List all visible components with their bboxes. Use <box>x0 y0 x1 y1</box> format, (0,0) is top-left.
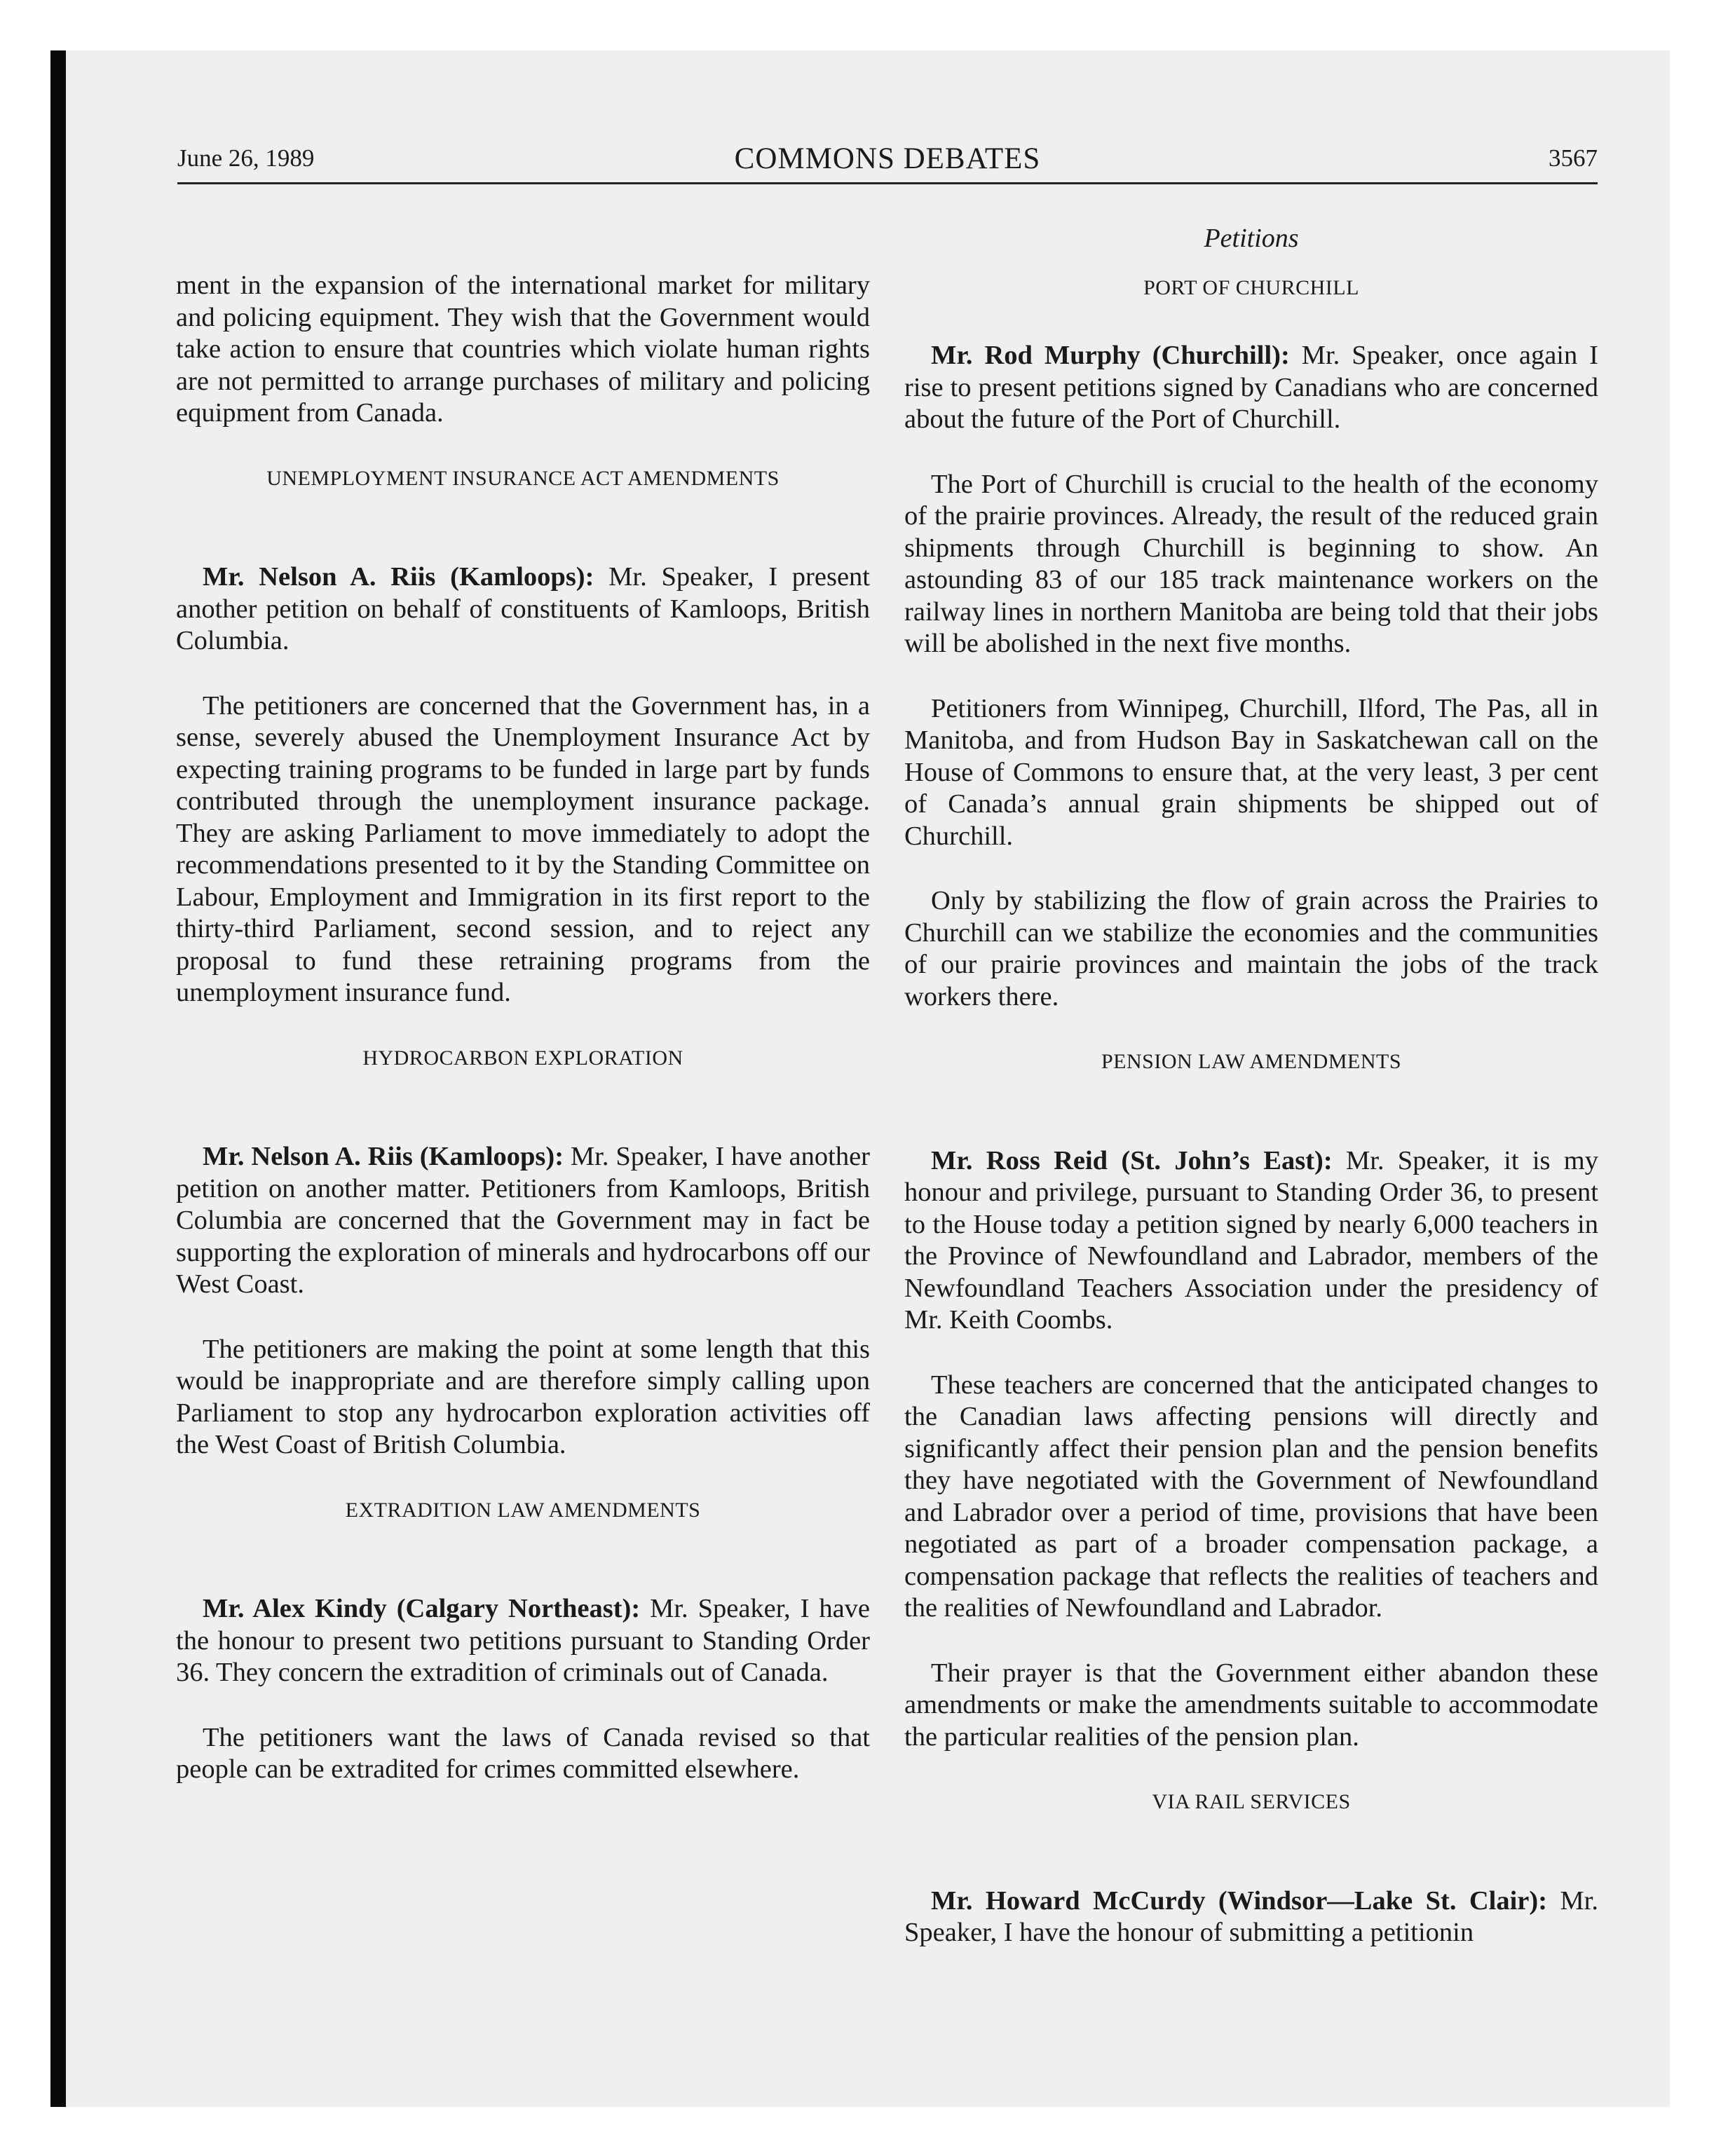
header-date: June 26, 1989 <box>177 144 315 172</box>
subheading-pension: PENSION LAW AMENDMENTS <box>1101 1050 1402 1073</box>
paragraph: The Port of Churchill is crucial to the health of the economy of the prairie provinces. Already, the result of the reduced grain shipments through Churchill is beginning to show. An astounding 83 of our 185 track maintenance workers on the railway lines in northern Manitoba are being told that their jobs will be abolished in the next five months. <box>904 469 1598 658</box>
page-header <box>177 140 1598 184</box>
page-number: 3567 <box>1549 144 1598 172</box>
left-column <box>176 270 870 1819</box>
speaker-name: Mr. Nelson A. Riis (Kamloops): <box>203 1142 564 1171</box>
subheading-port-of-churchill: PORT OF CHURCHILL <box>1143 275 1359 299</box>
paragraph: The petitioners are making the point at some length that this would be inappropriate and are therefore simply calling upon Parliament to stop any hydrocarbon exploration activities off the West Coast of British Columbia. <box>176 1334 870 1459</box>
paragraph: ment in the expansion of the international market for military and policing equipment. They wish that the Government would take action to ensure that countries which violate human rights are not permitted to arrange purchases of military and policing equipment from Canada. <box>176 271 870 428</box>
speaker-name: Mr. Alex Kindy (Calgary Northeast): <box>203 1594 641 1623</box>
paragraph: Petitioners from Winnipeg, Churchill, Ilford, The Pas, all in Manitoba, and from Hudson Bay in Saskatchewan call on the House of Commons to ensure that, at the very least, 3 per cent of Canada’s annual grain shipments be shipped out of Churchill. <box>904 693 1598 851</box>
paragraph <box>904 340 1598 436</box>
paragraph: Their prayer is that the Government either abandon these amendments or make the amendments suitable to accommodate the particular realities of the pension plan. <box>904 1658 1598 1752</box>
paragraph-text: Mr. Speaker, I have another petition on another matter. Petitioners from Kamloops, British Columbia are concerned that the Government may in fact be supporting the exploration of minerals and hydrocarbons off our West Coast. <box>176 1142 871 1299</box>
paragraph: The petitioners want the laws of Canada revised so that people can be extradited for crimes committed elsewhere. <box>176 1722 870 1784</box>
paragraph: The petitioners are concerned that the Government has, in a sense, severely abused the Unemployment Insurance Act by expecting training programs to be funded in large part by funds contributed through the unemployment insurance package. They are asking Parliament to move immediately to adopt the recommendations presented to it by the Standing Committee on Labour, Employment and Immigration in its first report to the thirty-third Parliament, second session, and to reject any proposal to fund these retraining programs from the unemployment insurance fund. <box>176 690 870 1007</box>
section-title: Petitions <box>1204 224 1299 253</box>
binding-edge <box>50 50 66 2107</box>
paragraph: These teachers are concerned that the anticipated changes to the Canadian laws affecting pensions will directly and significantly affect their pension plan and the pension benefits they have negotiated with the Government of Newfoundland and Labrador over a period of time, provisions that have been negotiated as part of a broader compensation package, a compensation package that reflects the realities of teachers and the realities of Newfoundland and Labrador. <box>904 1370 1598 1623</box>
paragraph-text: Mr. Speaker, I present another petition on behalf of constituents of Kamloops, British Columbia. <box>176 562 870 655</box>
speaker-name: Mr. Rod Murphy (Churchill): <box>931 341 1290 370</box>
paragraph-text: Mr. Speaker, I have the honour to present two petitions pursuant to Standing Order 36. They concern the extradition of criminals out of Canada. <box>176 1594 870 1687</box>
paragraph <box>904 1145 1598 1337</box>
right-column <box>904 223 1598 1982</box>
speaker-name: Mr. Ross Reid (St. John’s East): <box>931 1145 1333 1175</box>
subheading-hydrocarbon: HYDROCARBON EXPLORATION <box>362 1046 683 1070</box>
header-title: COMMONS DEBATES <box>734 142 1041 175</box>
paragraph: Only by stabilizing the flow of grain across the Prairies to Churchill can we stabilize the economies and the communities of our prairie provinces and maintain the jobs of the track workers there. <box>904 886 1598 1011</box>
subheading-via-rail: VIA RAIL SERVICES <box>1152 1790 1351 1813</box>
speaker-name: Mr. Howard McCurdy (Windsor—Lake St. Clair): <box>931 1885 1548 1916</box>
paragraph <box>176 561 870 657</box>
paragraph <box>904 1885 1598 1949</box>
header-rule <box>177 182 1598 184</box>
speaker-name: Mr. Nelson A. Riis (Kamloops): <box>203 562 594 592</box>
paragraph-text: Mr. Speaker, it is my honour and privilege, pursuant to Standing Order 36, to present to the House today a petition signed by nearly 6,000 teachers in the Province of Newfoundland and Labrador, members of the Newfoundland Teachers Association under the presidency of Mr. Keith Coombs. <box>904 1145 1598 1335</box>
paragraph <box>176 1593 870 1689</box>
paragraph-text: Mr. Speaker, once again I rise to present petitions signed by Canadians who are concerned about the future of the Port of Churchill. <box>904 341 1598 434</box>
subheading-extradition: EXTRADITION LAW AMENDMENTS <box>345 1498 701 1522</box>
paragraph <box>176 1141 870 1301</box>
paragraph-text: Mr. Speaker, I have the honour of submitting a petitionin <box>904 1885 1598 1947</box>
subheading-unemployment: UNEMPLOYMENT INSURANCE ACT AMENDMENTS <box>266 466 780 490</box>
